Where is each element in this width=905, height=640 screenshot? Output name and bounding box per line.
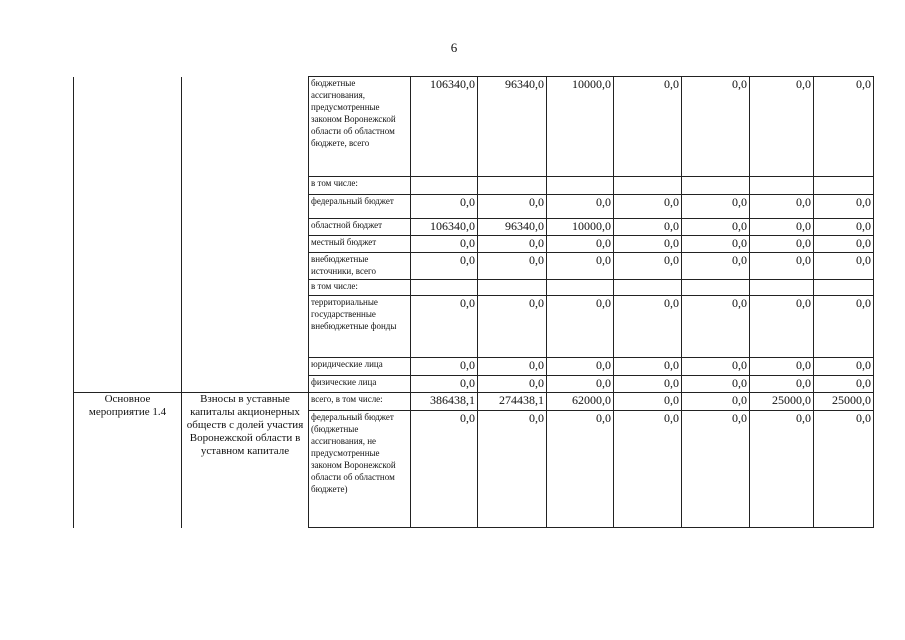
- amount-cell: 0,0: [547, 376, 614, 393]
- amount-cell: [750, 280, 814, 296]
- amount-cell: 0,0: [682, 296, 750, 358]
- amount-cell: 0,0: [814, 77, 874, 177]
- amount-cell: 0,0: [614, 358, 682, 376]
- amount-cell: 0,0: [750, 411, 814, 528]
- amount-cell: 0,0: [682, 253, 750, 280]
- table-body: [74, 77, 874, 528]
- amount-cell: 0,0: [478, 358, 547, 376]
- amount-cell: 0,0: [814, 411, 874, 528]
- amount-cell: 0,0: [478, 411, 547, 528]
- amount-cell: 0,0: [614, 219, 682, 236]
- amount-cell: [814, 177, 874, 195]
- amount-cell: [411, 177, 478, 195]
- amount-cell: 0,0: [614, 77, 682, 177]
- funding-source-cell: федеральный бюджет (бюджетные ассигнования, не предусмотренные законом Воронежской области об областном бюджете): [309, 411, 411, 528]
- funding-source-cell: внебюджетные источники, всего: [309, 253, 411, 280]
- amount-cell: 0,0: [750, 219, 814, 236]
- activity-name-cell: Взносы в уставные капиталы акционерных обществ с долей участия Воронежской области в уставном капитале: [182, 393, 309, 528]
- amount-cell: 0,0: [547, 296, 614, 358]
- amount-cell: 0,0: [682, 236, 750, 253]
- amount-cell: 0,0: [814, 253, 874, 280]
- amount-cell: 0,0: [547, 195, 614, 219]
- status-cell: [74, 77, 182, 393]
- amount-cell: 0,0: [682, 77, 750, 177]
- amount-cell: 0,0: [750, 253, 814, 280]
- amount-cell: 0,0: [614, 296, 682, 358]
- activity-name-cell: [182, 77, 309, 393]
- amount-cell: 0,0: [614, 376, 682, 393]
- funding-source-cell: бюджетные ассигнования, предусмотренные законом Воронежской области об областном бюджете, всего: [309, 77, 411, 177]
- amount-cell: 106340,0: [411, 77, 478, 177]
- amount-cell: 0,0: [614, 236, 682, 253]
- amount-cell: 0,0: [750, 236, 814, 253]
- amount-cell: 0,0: [814, 358, 874, 376]
- table-row: [74, 393, 874, 411]
- amount-cell: 62000,0: [547, 393, 614, 411]
- amount-cell: [614, 280, 682, 296]
- amount-cell: 0,0: [682, 219, 750, 236]
- funding-source-cell: юридические лица: [309, 358, 411, 376]
- amount-cell: 0,0: [814, 296, 874, 358]
- table-row: [74, 77, 874, 177]
- amount-cell: 0,0: [614, 411, 682, 528]
- status-cell: Основное мероприятие 1.4: [74, 393, 182, 528]
- amount-cell: [682, 280, 750, 296]
- amount-cell: 0,0: [478, 376, 547, 393]
- budget-table: [73, 76, 874, 528]
- amount-cell: 0,0: [750, 296, 814, 358]
- amount-cell: 106340,0: [411, 219, 478, 236]
- amount-cell: 10000,0: [547, 77, 614, 177]
- amount-cell: 0,0: [547, 236, 614, 253]
- amount-cell: 0,0: [478, 296, 547, 358]
- page-number: 6: [450, 40, 458, 55]
- amount-cell: 0,0: [411, 296, 478, 358]
- amount-cell: 0,0: [750, 77, 814, 177]
- amount-cell: 0,0: [682, 195, 750, 219]
- amount-cell: [478, 280, 547, 296]
- amount-cell: 0,0: [682, 393, 750, 411]
- amount-cell: 0,0: [411, 376, 478, 393]
- amount-cell: 0,0: [411, 358, 478, 376]
- amount-cell: 25000,0: [814, 393, 874, 411]
- amount-cell: [547, 177, 614, 195]
- funding-source-cell: в том числе:: [309, 280, 411, 296]
- amount-cell: 0,0: [814, 236, 874, 253]
- funding-source-cell: федеральный бюджет: [309, 195, 411, 219]
- funding-source-cell: местный бюджет: [309, 236, 411, 253]
- amount-cell: 96340,0: [478, 219, 547, 236]
- amount-cell: 0,0: [682, 358, 750, 376]
- amount-cell: 0,0: [614, 253, 682, 280]
- amount-cell: 0,0: [547, 411, 614, 528]
- amount-cell: 0,0: [682, 376, 750, 393]
- amount-cell: 0,0: [614, 195, 682, 219]
- amount-cell: 0,0: [478, 195, 547, 219]
- amount-cell: [478, 177, 547, 195]
- amount-cell: 0,0: [411, 195, 478, 219]
- amount-cell: 0,0: [547, 358, 614, 376]
- amount-cell: 274438,1: [478, 393, 547, 411]
- amount-cell: 10000,0: [547, 219, 614, 236]
- amount-cell: [547, 280, 614, 296]
- funding-source-cell: в том числе:: [309, 177, 411, 195]
- amount-cell: 0,0: [411, 253, 478, 280]
- funding-source-cell: областной бюджет: [309, 219, 411, 236]
- amount-cell: 0,0: [478, 253, 547, 280]
- amount-cell: 96340,0: [478, 77, 547, 177]
- amount-cell: 0,0: [814, 376, 874, 393]
- amount-cell: 0,0: [750, 195, 814, 219]
- amount-cell: 0,0: [814, 219, 874, 236]
- amount-cell: [614, 177, 682, 195]
- amount-cell: 0,0: [547, 253, 614, 280]
- amount-cell: [682, 177, 750, 195]
- funding-source-cell: всего, в том числе:: [309, 393, 411, 411]
- amount-cell: 0,0: [478, 236, 547, 253]
- amount-cell: [814, 280, 874, 296]
- amount-cell: 0,0: [682, 411, 750, 528]
- amount-cell: 0,0: [750, 358, 814, 376]
- funding-source-cell: физические лица: [309, 376, 411, 393]
- funding-source-cell: территориальные государственные внебюджетные фонды: [309, 296, 411, 358]
- amount-cell: [411, 280, 478, 296]
- amount-cell: 0,0: [750, 376, 814, 393]
- amount-cell: 386438,1: [411, 393, 478, 411]
- amount-cell: 0,0: [814, 195, 874, 219]
- amount-cell: 0,0: [411, 236, 478, 253]
- amount-cell: [750, 177, 814, 195]
- amount-cell: 0,0: [614, 393, 682, 411]
- amount-cell: 0,0: [411, 411, 478, 528]
- amount-cell: 25000,0: [750, 393, 814, 411]
